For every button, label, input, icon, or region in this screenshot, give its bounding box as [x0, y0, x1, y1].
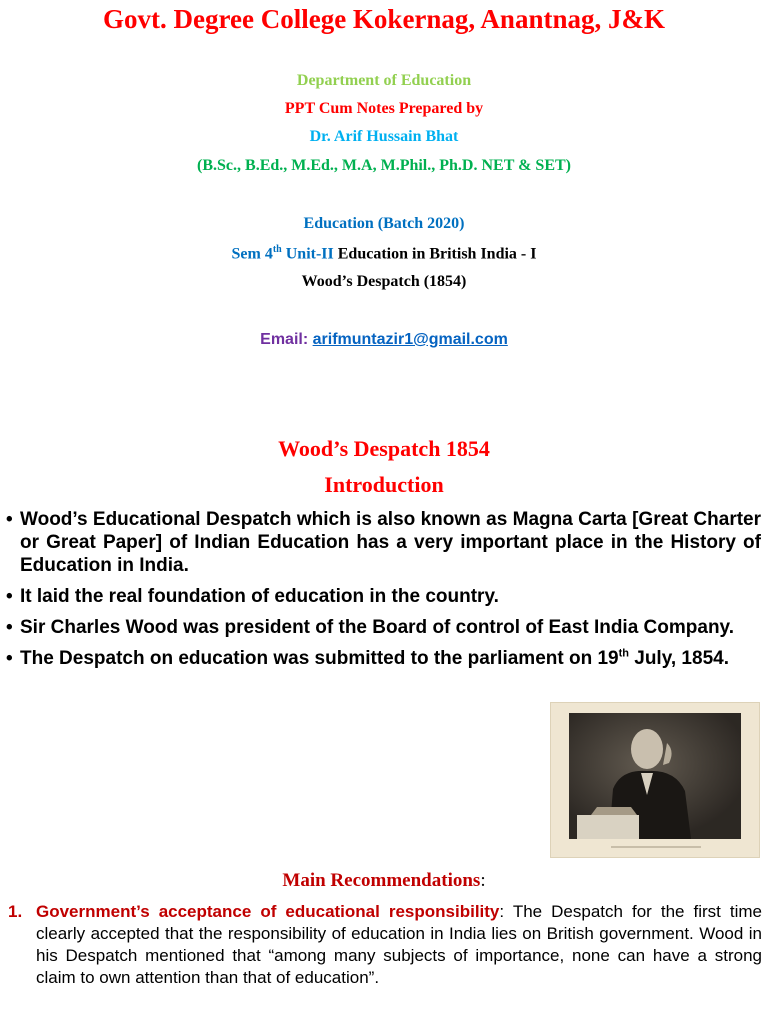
author-name: Dr. Arif Hussain Bhat — [309, 128, 459, 145]
unit-title: Education in British India - I — [333, 245, 537, 263]
bullet-icon: • — [6, 586, 13, 607]
bullet-item — [6, 508, 761, 577]
bullet-text: It laid the real foundation of education in the country. — [20, 586, 499, 607]
sem-sup: th — [272, 244, 282, 255]
bullet-item — [6, 585, 761, 608]
recommendation-item — [8, 901, 762, 989]
email-link[interactable]: arifmuntazir1@gmail.com — [312, 331, 508, 348]
bullet-item — [6, 647, 761, 670]
author-qualifications: (B.Sc., B.Ed., M.Ed., M.A, M.Phil., Ph.D. NET & SET) — [197, 157, 571, 174]
section-title: Wood’s Despatch 1854 — [278, 436, 490, 461]
recommendation-head: Government’s acceptance of educational responsibility — [36, 902, 500, 921]
recommendations-colon: : — [480, 870, 486, 891]
section-subtitle: Introduction — [324, 472, 444, 497]
prepared-by-label: PPT Cum Notes Prepared by — [284, 100, 484, 117]
sem-prefix: Sem 4 — [231, 245, 273, 263]
bullet-item — [6, 616, 761, 639]
email-label: Email: — [260, 331, 309, 348]
despatch-line: Wood’s Despatch (1854) — [301, 273, 467, 290]
bullet-text: The Despatch on education was submitted to the parliament on 19 — [20, 648, 619, 669]
portrait-photo — [550, 702, 760, 858]
semester-line — [0, 244, 768, 263]
batch-label: Education (Batch 2020) — [303, 215, 465, 232]
bullet-icon: • — [6, 648, 13, 669]
email-line — [0, 331, 768, 349]
college-title: Govt. Degree College Kokernag, Anantnag, J&K — [103, 4, 665, 34]
recommendation-body — [8, 901, 762, 989]
bullet-text-end: July, 1854. — [628, 648, 729, 669]
recommendations-heading: Main Recommendations — [282, 870, 481, 891]
bullet-icon: • — [6, 617, 13, 638]
recommendation-number: 1. — [8, 902, 23, 921]
bullet-text: Sir Charles Wood was president of the Board of control of East India Company. — [20, 617, 734, 638]
main-recommendations-title — [0, 870, 768, 892]
recommendation-text: : The Despatch for the first time clearly accepted that the responsibility of education in India lies on British government. Wood in his Despatch mentioned that “among many subjects of importance, none can have a strong claim to own attention than that of education”. — [36, 902, 763, 987]
introduction-bullets — [6, 508, 761, 678]
department-label: Department of Education — [296, 72, 472, 89]
unit-label: Unit-II — [281, 245, 334, 263]
bullet-text: Wood’s Educational Despatch which is also known as Magna Carta [Great Charter or Great Paper] of Indian Education has a very important place in the History of Education in India. — [20, 509, 761, 576]
bullet-sup: th — [618, 647, 629, 660]
bullet-icon: • — [6, 509, 13, 530]
